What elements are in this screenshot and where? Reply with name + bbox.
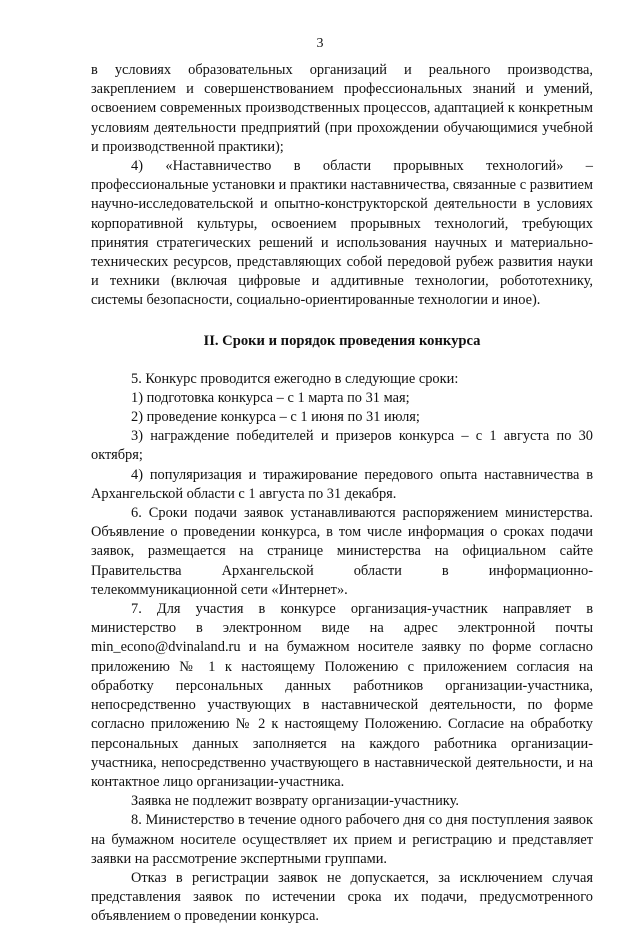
paragraph-8: 8. Министерство в течение одного рабочего дня со дня поступления заявок на бумажном носителе осуществляет их прием и регистрацию и представляет заявки на рассмотрение экспертными группами.: [91, 812, 593, 867]
document-body: [91, 61, 593, 927]
page-number: 3: [316, 36, 324, 51]
paragraph-5: 5. Конкурс проводится ежегодно в следующие сроки:: [131, 370, 459, 387]
paragraph-item-4: 4) «Наставничество в области прорывных технологий» – профессиональные установки и практики наставничества, связанные с развитием научно-исследовательской и опытно-конструкторской деятельности в условиях корпоративной культуры, освоением прорывных технологий, требующих принятия стратегических решений и использования научных и материально-технических ресурсов, представляющих собой передовой рубеж развития науки и техники (включая цифровые и аддитивные технологии, робототехнику, системы безопасности, социально-ориентированные технологии и иное).: [91, 158, 593, 309]
paragraph-7: 7. Для участия в конкурсе организация-участник направляет в министерство в электронном виде на адрес электронной почты min_econo@dvinaland.ru и на бумажном носителе заявку по форме согласно приложению № 1 к настоящему Положению с приложением согласия на обработку персональных данных работников организации-участника, непосредственно участвующих в наставнической деятельности, по форме согласно приложению № 2 к настоящему Положению. Согласие на обработку персональных данных заполняется на каждого работника организации-участника, непосредственно участвующего в наставнической деятельности, и на контактное лицо организации-участника.: [91, 601, 593, 790]
paragraph-continuation: в условиях образовательных организаций и реального производства, закреплением и совершенствованием профессиональных знаний и умений, освоением современных производственных процессов, адаптацией к конкретным условиям деятельности предприятий (при прохождении обучающимися учебной и производственной практики);: [91, 62, 593, 155]
paragraph-5-2: 2) проведение конкурса – с 1 июня по 31 июля;: [131, 409, 420, 426]
paragraph-7-note: Заявка не подлежит возврату организации-участнику.: [131, 793, 459, 810]
paragraph-5-1: 1) подготовка конкурса – с 1 марта по 31 мая;: [131, 389, 410, 406]
paragraph-6: 6. Сроки подачи заявок устанавливаются распоряжением министерства. Объявление о проведении конкурса, в том числе информация о сроках подачи заявок, размещается на странице министерства на официальном сайте Правительства Архангельской области в информационно-телекоммуникационной сети «Интернет».: [91, 505, 593, 598]
section-heading: II. Сроки и порядок проведения конкурса: [203, 332, 481, 349]
paragraph-8-note: Отказ в регистрации заявок не допускается, за исключением случая представления заявок по истечении срока их подачи, предусмотренного объявлением о проведении конкурса.: [91, 869, 593, 925]
paragraph-5-4: 4) популяризация и тиражирование передового опыта наставничества в Архангельской области с 1 августа по 31 декабря.: [91, 466, 593, 502]
paragraph-5-3: 3) награждение победителей и призеров конкурса – с 1 августа по 30 октября;: [91, 428, 593, 464]
